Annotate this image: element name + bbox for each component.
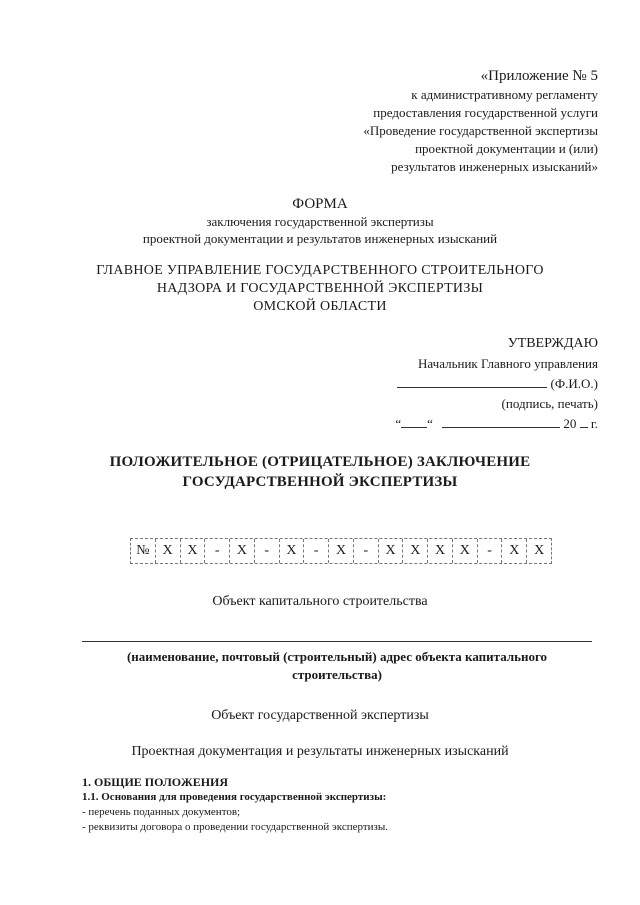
registration-number-cell: № <box>131 539 156 563</box>
appendix-line: результатов инженерных изысканий» <box>391 159 598 174</box>
registration-number-cell: X <box>181 539 206 563</box>
object-note <box>82 648 592 684</box>
appendix-line: «Проведение государственной экспертизы <box>363 123 598 138</box>
object-label: Объект капитального строительства <box>212 594 428 609</box>
registration-number-cell: X <box>453 539 478 563</box>
quote-close: “ <box>427 416 433 431</box>
name-blank-line <box>397 375 547 388</box>
registration-number-cell: X <box>379 539 404 563</box>
approval-position: Начальник Главного управления <box>418 356 598 371</box>
section-general <box>82 775 592 835</box>
section-item: - перечень поданных документов; <box>82 806 241 818</box>
expertise-object-label: Объект государственной экспертизы <box>211 708 429 723</box>
form-subtitle-line: проектной документации и результатов инженерных изысканий <box>142 231 498 246</box>
registration-number-cell: X <box>502 539 527 563</box>
appendix-block <box>363 66 598 176</box>
object-blank-line <box>82 641 592 642</box>
month-blank-line <box>442 415 560 428</box>
approval-heading: УТВЕРЖДАЮ <box>507 336 598 351</box>
section-subtitle: 1.1. Основания для проведения государственной экспертизы: <box>82 791 387 803</box>
signature-hint: (подпись, печать) <box>501 396 598 411</box>
registration-number-cell: X <box>534 543 545 558</box>
form-block <box>0 195 640 247</box>
registration-number-cell: - <box>478 539 503 563</box>
day-blank-line <box>401 415 427 428</box>
section-item: - реквизиты договора о проведении государственной экспертизы. <box>82 821 389 833</box>
approval-name-row <box>395 374 598 394</box>
appendix-line: предоставления государственной услуги <box>373 105 598 120</box>
registration-number-grid <box>130 538 552 564</box>
registration-number-cell: X <box>428 539 453 563</box>
agency-line: ГЛАВНОЕ УПРАВЛЕНИЕ ГОСУДАРСТВЕННОГО СТРОИТЕЛЬНОГО <box>96 263 544 278</box>
registration-number-cell: X <box>280 539 305 563</box>
form-title: ФОРМА <box>292 196 348 212</box>
registration-number-cell: X <box>403 539 428 563</box>
registration-number-cell: - <box>354 539 379 563</box>
year-prefix: 20 <box>563 416 577 431</box>
registration-number-cell: X <box>156 539 181 563</box>
agency-line: ОМСКОЙ ОБЛАСТИ <box>253 299 387 314</box>
registration-number-cell: - <box>255 539 280 563</box>
conclusion-heading <box>0 452 640 492</box>
registration-number-cell: X <box>329 539 354 563</box>
agency-line: НАДЗОРА И ГОСУДАРСТВЕННОЙ ЭКСПЕРТИЗЫ <box>156 281 484 296</box>
registration-number-cell: - <box>205 539 230 563</box>
appendix-title: «Приложение № 5 <box>480 68 598 84</box>
object-note-line1: (наименование, почтовый (строительный) адрес объекта капитального <box>126 649 548 664</box>
year-blank-line <box>580 415 588 428</box>
conclusion-heading-line1: ПОЛОЖИТЕЛЬНОЕ (ОТРИЦАТЕЛЬНОЕ) ЗАКЛЮЧЕНИЕ <box>109 454 531 470</box>
registration-number-cell: X <box>230 539 255 563</box>
form-subtitle-line: заключения государственной экспертизы <box>206 214 434 229</box>
registration-number-cell: - <box>304 539 329 563</box>
appendix-line: к административному регламенту <box>411 87 598 102</box>
conclusion-heading-line2: ГОСУДАРСТВЕННОЙ ЭКСПЕРТИЗЫ <box>182 474 458 490</box>
agency-name <box>0 262 640 316</box>
documentation-label: Проектная документация и результаты инженерных изысканий <box>131 744 509 759</box>
appendix-line: проектной документации и (или) <box>415 141 598 156</box>
quote-open: “ <box>395 416 402 431</box>
approval-date-row <box>395 414 598 434</box>
name-hint: (Ф.И.О.) <box>550 376 598 391</box>
object-note-line2: строительства) <box>292 667 382 682</box>
section-title: 1. ОБЩИЕ ПОЛОЖЕНИЯ <box>82 775 229 789</box>
approval-block <box>395 334 598 434</box>
year-suffix: г. <box>590 416 598 431</box>
